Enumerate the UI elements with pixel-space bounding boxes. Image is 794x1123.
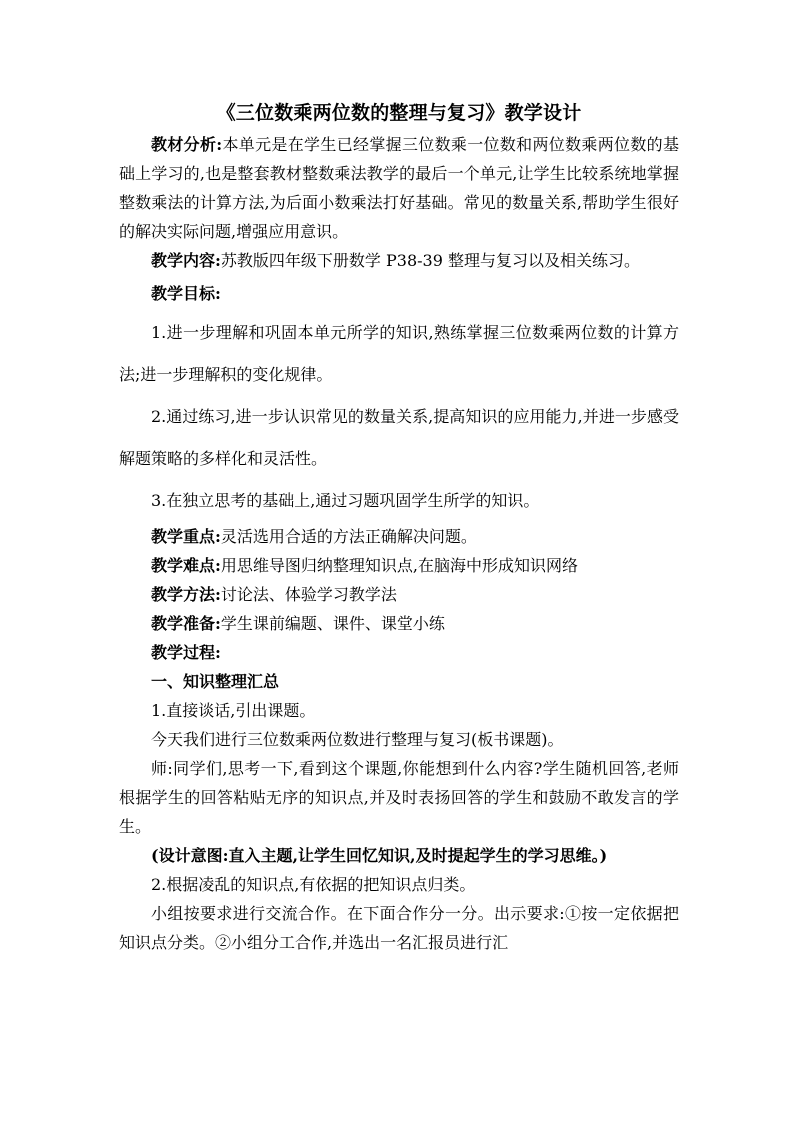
- difficulty-paragraph: [119, 551, 679, 580]
- focus-label: 教学重点:: [151, 527, 221, 546]
- process-heading: 教学过程:: [151, 643, 221, 662]
- step-2: 2.根据凌乱的知识点,有依据的把知识点归类。: [151, 875, 476, 894]
- content-text: 苏教版四年级下册数学 P38-39 整理与复习以及相关练习。: [220, 251, 640, 270]
- objective-item-3: 3.在独立思考的基础上,通过习题巩固学生所学的知识。: [151, 491, 540, 510]
- section-heading-1: 一、知识整理汇总: [151, 672, 280, 691]
- methods-paragraph: [119, 580, 679, 609]
- process-paragraph-3: 小组按要求进行交流合作。在下面合作分一分。出示要求:①按一定依据把知识点分类。②小组分工合作,并选出一名汇报员进行汇: [119, 904, 679, 952]
- difficulty-text: 用思维导图归纳整理知识点,在脑海中形成知识网络: [220, 556, 579, 575]
- analysis-label: 教材分析:: [151, 135, 223, 154]
- document-title: 《三位数乘两位数的整理与复习》教学设计: [216, 102, 582, 124]
- focus-text: 灵活选用合适的方法正确解决问题。: [220, 527, 477, 546]
- design-intent-note: (设计意图:直入主题,让学生回忆知识,及时提起学生的学习思维。): [151, 846, 608, 865]
- difficulty-label: 教学难点:: [151, 556, 221, 575]
- content-label: 教学内容:: [151, 251, 221, 270]
- focus-paragraph: [119, 522, 679, 551]
- process-paragraph-2: 师:同学们,思考一下,看到这个课题,你能想到什么内容?学生随机回答,老师根据学生的回答粘贴无序的知识点,并及时表扬回答的学生和鼓励不敢发言的学生。: [119, 759, 679, 836]
- content-paragraph: [119, 246, 679, 275]
- objective-item-2: 2.通过练习,进一步认识常见的数量关系,提高知识的应用能力,并进一步感受解题策略的多样化和灵活性。: [119, 407, 679, 468]
- step-1: 1.直接谈话,引出课题。: [151, 701, 316, 720]
- preparation-text: 学生课前编题、课件、课堂小练: [220, 614, 445, 633]
- preparation-label: 教学准备:: [151, 614, 221, 633]
- objectives-heading: 教学目标:: [151, 284, 221, 303]
- document-page: [119, 98, 679, 957]
- methods-label: 教学方法:: [151, 585, 221, 604]
- analysis-text: 本单元是在学生已经掌握三位数乘一位数和两位数乘两位数的基础上学习的,也是整套教材整数乘法教学的最后一个单元,让学生比较系统地掌握整数乘法的计算方法,为后面小数乘法打好基础。常见的数量关系,帮助学生很好的解决实际问题,增强应用意识。: [119, 135, 679, 241]
- process-paragraph-1: 今天我们进行三位数乘两位数进行整理与复习(板书课题)。: [151, 730, 564, 749]
- analysis-paragraph: [119, 130, 679, 246]
- methods-text: 讨论法、体验学习教学法: [220, 585, 397, 604]
- preparation-paragraph: [119, 609, 679, 638]
- objective-item-1: 1.进一步理解和巩固本单元所学的知识,熟练掌握三位数乘两位数的计算方法;进一步理解积的变化规律。: [119, 323, 679, 384]
